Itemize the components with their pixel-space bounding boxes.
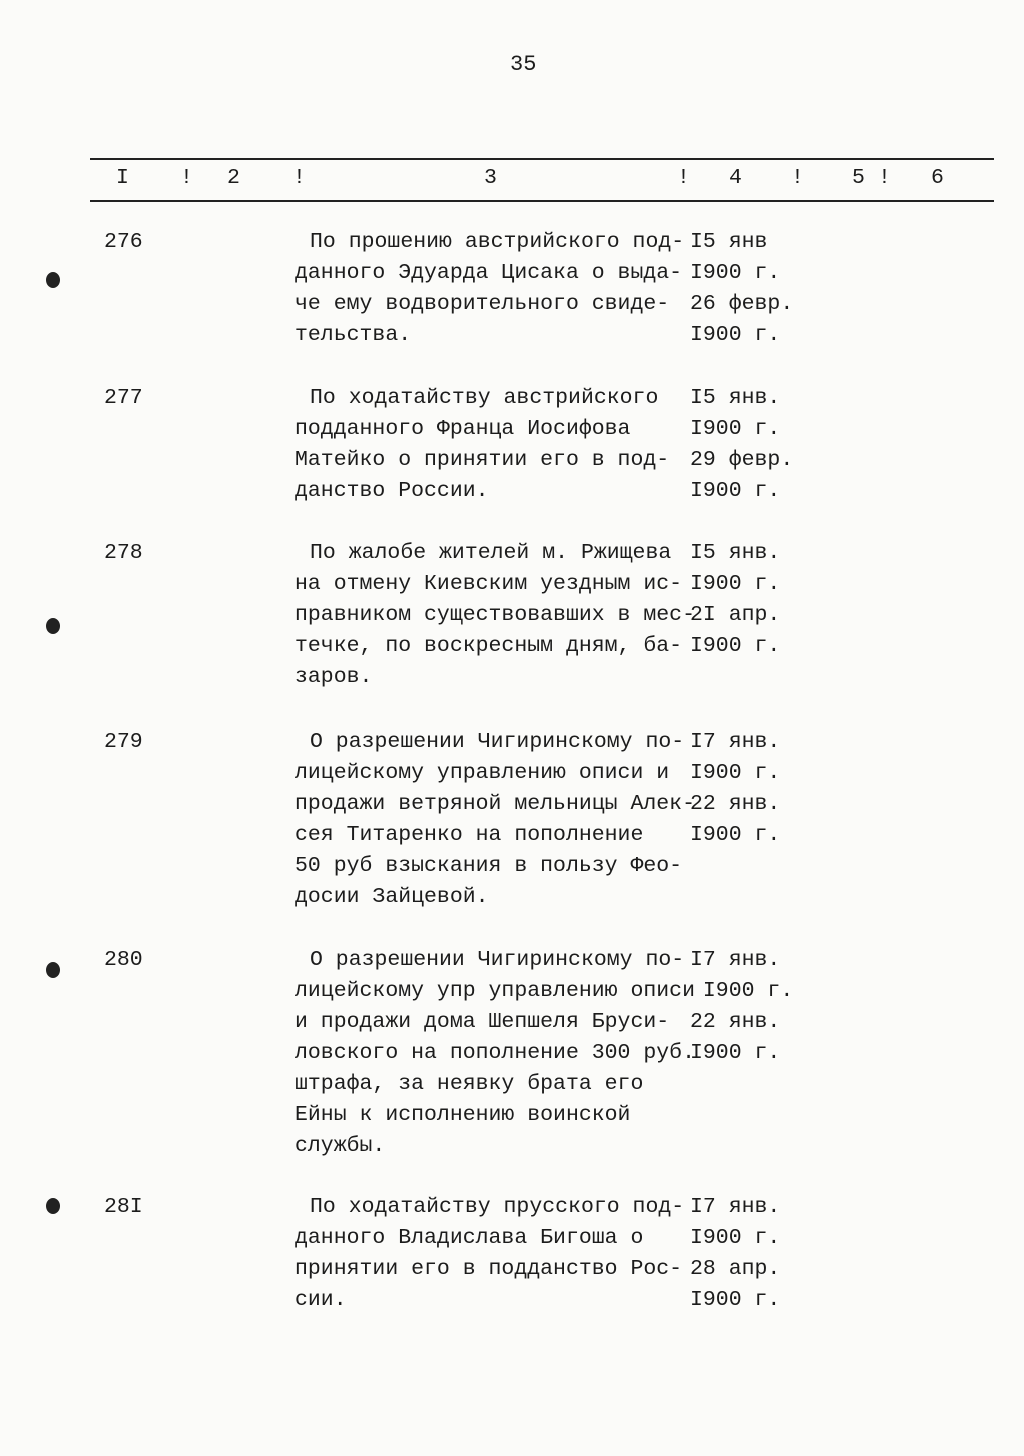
header-col-3: 3: [484, 166, 497, 190]
binding-hole-mark: [46, 618, 60, 634]
header-separator: !: [180, 166, 193, 190]
date-line: 22 янв.: [690, 792, 781, 816]
description-line: че ему водворительного свиде-: [295, 292, 670, 316]
binding-hole-mark: [46, 272, 60, 288]
entry-number: 276: [104, 230, 143, 254]
date-line: I900 г.: [690, 823, 781, 847]
date-line: I900 г.: [690, 261, 781, 285]
description-line: Ейны к исполнению воинской: [295, 1103, 631, 1127]
date-line: 28 апр.: [690, 1257, 781, 1281]
binding-hole-mark: [46, 1198, 60, 1214]
description-line: тельства.: [295, 323, 412, 347]
entry-dates: [690, 227, 793, 351]
description-line: По ходатайству австрийского: [310, 386, 659, 410]
date-line: I900 г.: [690, 417, 781, 441]
description-line: лицейскому упр управлению описи: [295, 979, 695, 1003]
description-line: заров.: [295, 665, 373, 689]
description-line: досии Зайцевой.: [295, 885, 489, 909]
entry-dates: [690, 727, 780, 851]
entry-description: [295, 727, 695, 913]
entry-dates: [690, 945, 793, 1069]
description-line: данного Владислава Бигоша о: [295, 1226, 644, 1250]
entry-description: [295, 1192, 684, 1316]
description-line: Матейко о принятии его в под-: [295, 448, 670, 472]
entry-description: [295, 538, 695, 693]
date-line: 22 янв.: [690, 1010, 781, 1034]
description-line: О разрешении Чигиринскому по-: [310, 730, 685, 754]
entry-number: 277: [104, 386, 143, 410]
description-line: продажи ветряной мельницы Алек-: [295, 792, 695, 816]
date-line: I7 янв.: [690, 730, 781, 754]
date-line: I900 г.: [690, 479, 781, 503]
description-line: ловского на пополнение 300 руб.: [295, 1041, 695, 1065]
description-line: сии.: [295, 1288, 347, 1312]
entry-description: [295, 227, 684, 351]
date-line: I900 г.: [690, 1288, 781, 1312]
entry-number: 279: [104, 730, 143, 754]
description-line: подданного Франца Иосифова: [295, 417, 631, 441]
header-col-6: 6: [931, 166, 944, 190]
description-line: данного Эдуарда Цисака о выда-: [295, 261, 683, 285]
date-line: I7 янв.: [690, 948, 781, 972]
date-line: I900 г.: [690, 572, 781, 596]
date-line: I900 г.: [690, 979, 794, 1003]
date-line: 2I апр.: [690, 603, 781, 627]
header-separator: !: [791, 166, 804, 190]
description-line: службы.: [295, 1134, 386, 1158]
entry-number: 28I: [104, 1195, 143, 1219]
header-separator: !: [677, 166, 690, 190]
description-line: данство России.: [295, 479, 489, 503]
date-line: I900 г.: [690, 761, 781, 785]
table-top-rule: [90, 158, 994, 160]
date-line: I900 г.: [690, 323, 781, 347]
description-line: По ходатайству прусского под-: [310, 1195, 685, 1219]
header-separator: !: [293, 166, 306, 190]
description-line: По жалобе жителей м. Ржищева: [310, 541, 672, 565]
table-header-bottom-rule: [90, 200, 994, 202]
description-line: течке, по воскресным дням, ба-: [295, 634, 683, 658]
entry-dates: [690, 383, 793, 507]
description-line: По прошению австрийского под-: [310, 230, 685, 254]
date-line: 29 февр.: [690, 448, 794, 472]
date-line: I900 г.: [690, 634, 781, 658]
description-line: принятии его в подданство Рос-: [295, 1257, 683, 1281]
header-col-2: 2: [227, 166, 240, 190]
entry-dates: [690, 538, 780, 662]
header-col-1: I: [116, 166, 129, 190]
description-line: О разрешении Чигиринскому по-: [310, 948, 685, 972]
entry-dates: [690, 1192, 780, 1316]
date-line: I900 г.: [690, 1041, 781, 1065]
header-col-5: 5: [852, 166, 865, 190]
description-line: штрафа, за неявку брата его: [295, 1072, 644, 1096]
binding-hole-mark: [46, 962, 60, 978]
description-line: 50 руб взыскания в пользу Фео-: [295, 854, 683, 878]
date-line: I900 г.: [690, 1226, 781, 1250]
entry-description: [295, 945, 695, 1162]
header-separator: !: [878, 166, 891, 190]
entry-description: [295, 383, 669, 507]
date-line: I5 янв: [690, 230, 768, 254]
entry-number: 280: [104, 948, 143, 972]
description-line: сея Титаренко на пополнение: [295, 823, 644, 847]
date-line: I5 янв.: [690, 386, 781, 410]
date-line: I7 янв.: [690, 1195, 781, 1219]
header-col-4: 4: [729, 166, 742, 190]
page-number: 35: [510, 52, 537, 77]
date-line: I5 янв.: [690, 541, 781, 565]
description-line: лицейскому управлению описи и: [295, 761, 670, 785]
description-line: правником существовавших в мес-: [295, 603, 695, 627]
description-line: и продажи дома Шепшеля Бруси-: [295, 1010, 670, 1034]
date-line: 26 февр.: [690, 292, 794, 316]
entry-number: 278: [104, 541, 143, 565]
description-line: на отмену Киевским уездным ис-: [295, 572, 683, 596]
